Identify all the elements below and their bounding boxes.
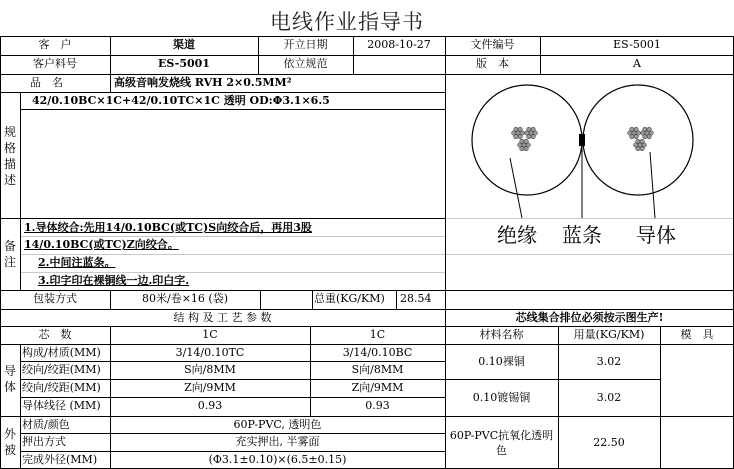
mold-header: 模 具 <box>680 328 714 341</box>
conductor-strand <box>524 139 528 143</box>
remark-line-4: 3.印字印在裸铜线一边.印白字. <box>38 274 190 287</box>
packing-label: 包装方式 <box>33 292 77 305</box>
core-1-value: 1C <box>202 328 218 341</box>
remarks-section-label: 备注 <box>3 239 16 269</box>
conductor-strand <box>518 134 522 138</box>
jacket-row-label: 完成外径(MM) <box>22 453 98 466</box>
conductor-strand <box>524 146 528 150</box>
structure-section-title: 结 构 及 工 艺 参 数 <box>173 311 272 324</box>
version-value: A <box>633 57 641 70</box>
material-name-header: 材料名称 <box>479 328 524 341</box>
material-usage: 22.50 <box>593 436 625 449</box>
conductor-strand <box>531 127 535 131</box>
jacket-row-value: 60P-PVC, 透明色 <box>233 418 322 431</box>
remark-line-1: 1.导体绞合:先用14/0.10BC(或TC)S向绞合后，再用3股 <box>24 221 312 234</box>
conductor-row-label: 绞向/绞距(MM) <box>22 363 101 376</box>
doc-no-value: ES-5001 <box>613 38 661 51</box>
conductor-row-value-1: Z向/9MM <box>184 381 236 394</box>
conductor-strand <box>514 127 518 131</box>
document-title: 电线作业指导书 <box>270 10 424 34</box>
conductor-strand <box>643 127 647 131</box>
customer-part-value: ES-5001 <box>158 57 210 70</box>
spec-label: 依立规范 <box>283 57 328 70</box>
materials-notice: 芯线集合排位必须按示图生产! <box>515 311 664 324</box>
label-blue-strip: 蓝条 <box>562 223 602 247</box>
material-name: 0.10裸铜 <box>478 355 525 368</box>
open-date-label: 开立日期 <box>283 38 328 51</box>
conductor-row-value-1: S向/8MM <box>184 363 236 376</box>
doc-no-label: 文件编号 <box>470 38 515 51</box>
conductor-row-value-1: 3/14/0.10TC <box>175 346 245 359</box>
label-conductor: 导体 <box>636 223 676 247</box>
total-weight-value: 28.54 <box>400 292 432 305</box>
core-count-label: 芯 数 <box>38 328 72 341</box>
conductor-group-label: 导体 <box>3 364 16 394</box>
customer-label: 客 户 <box>38 38 72 51</box>
material-name: 60P-PVC抗氧化透明色 <box>449 429 554 457</box>
conductor-row-value-2: S向/8MM <box>351 363 404 376</box>
conductor-row-value-2: 3/14/0.10BC <box>342 346 413 359</box>
customer-value: 渠道 <box>173 38 195 51</box>
conductor-strand <box>531 134 535 138</box>
jacket-row-value: 充实押出, 半雾面 <box>235 435 320 448</box>
jacket-row-value: (Φ3.1±0.10)×(6.5±0.15) <box>208 453 347 466</box>
customer-part-label: 客户料号 <box>33 57 77 70</box>
conductor-strand <box>518 127 522 131</box>
jacket-row-label: 押出方式 <box>22 435 66 448</box>
conductor-strand <box>634 127 638 131</box>
material-usage: 3.02 <box>596 355 622 368</box>
open-date-value: 2008-10-27 <box>367 38 431 51</box>
conductor-row-value-2: 0.93 <box>365 399 390 412</box>
conductor-strand <box>520 139 524 143</box>
conductor-row-label: 绞向/绞距(MM) <box>22 381 101 394</box>
usage-header: 用量(KG/KM) <box>573 328 645 341</box>
packing-value: 80米/卷×16 (袋) <box>142 292 228 305</box>
core-2-value: 1C <box>369 328 386 341</box>
remark-line-3: 2.中间注蓝条。 <box>38 256 116 269</box>
label-insulation: 绝缘 <box>497 223 537 247</box>
product-label: 品 名 <box>30 76 63 89</box>
conductor-row-label: 导体线径 (MM) <box>22 399 101 412</box>
blue-strip-marker <box>579 134 585 146</box>
conductor-row-value-1: 0.93 <box>197 399 223 412</box>
version-label: 版 本 <box>476 57 509 70</box>
material-name: 0.10镀锡铜 <box>472 391 531 404</box>
material-usage: 3.02 <box>596 391 622 404</box>
conductor-row-value-2: Z向/9MM <box>351 381 404 394</box>
conductor-strand <box>630 127 634 131</box>
spec-section-label: 规格描述 <box>3 125 16 187</box>
conductor-strand <box>640 139 644 143</box>
jacket-group-label: 外被 <box>3 427 16 457</box>
remark-line-2: 14/0.10BC(或TC)Z向绞合。 <box>24 238 179 251</box>
conductor-strand <box>636 139 640 143</box>
total-weight-label: 总重(KG/KM) <box>314 292 385 305</box>
jacket-row-label: 材质/颜色 <box>22 418 70 431</box>
spec-text: 42/0.10BC×1C+42/0.10TC×1C 透明 OD:Φ3.1×6.5 <box>32 94 330 107</box>
conductor-row-label: 构成/材质(MM) <box>22 346 101 359</box>
conductor-strand <box>640 146 644 150</box>
conductor-strand <box>634 134 638 138</box>
conductor-strand <box>647 134 651 138</box>
conductor-strand <box>647 127 651 131</box>
product-value: 高级音响发烧线 RVH 2×0.5MM² <box>114 76 292 89</box>
conductor-strand <box>527 127 531 131</box>
